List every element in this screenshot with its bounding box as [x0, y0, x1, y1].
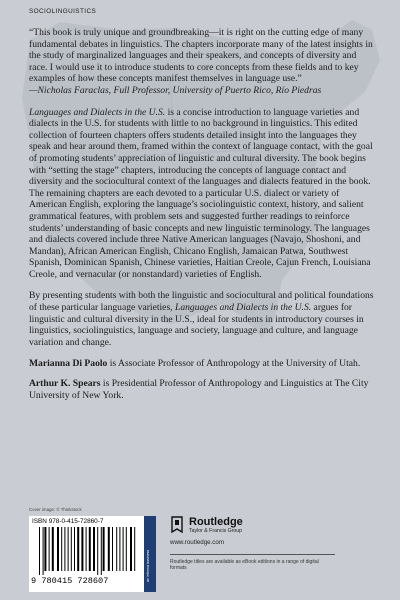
description-text: By presenting students with both the linguistic and sociocultural and political foundations of these particular language varieties, — [29, 290, 374, 314]
publisher-info — [170, 516, 350, 571]
isbn-label: ISBN 978-0-415-72860-7 — [32, 518, 104, 525]
description-paragraph-2 — [29, 290, 375, 348]
barcode — [29, 516, 144, 592]
description-text: is a concise introduction to language varieties and dialects in the U.S. for students with little to no background in linguistics. This edited collection of fourteen chapters offers students detailed insight into the languages they speak and hear around them, framed within the context of language contact, with the goal of promoting students’ appreciation of linguistic and cultural diversity. The book begins with “setting the stage” chapters, introducing the concepts of language contact and diversity and the sociocultural context of the languages and dialects featured in the book. The remaining chapters are each devoted to a particular U.S. dialect or variety of American English, exploring the language’s sociolinguistic context, history, and salient grammatical features, with problem sets and suggested further readings to reinforce students’ understanding of basic concepts and new linguistic terminology. The languages and dialects covered include three Native American languages (Navajo, Shoshoni, and Mandan), African American English, Chicano English, Jamaican Patwa, Southwest Spanish, Dominican Spanish, Chinese varieties, Haitian Creole, Cajun French, Louisiana Creole, and vernacular (or nonstandard) varieties of English. — [29, 106, 373, 280]
author-bio — [29, 358, 375, 370]
author-name: Arthur K. Spears — [29, 378, 101, 390]
ebook-note: Routledge titles are available as eBook editions in a range of digital formats — [170, 559, 319, 571]
author-bio-text: is Associate Professor of Anthropology at the University of Utah. — [107, 358, 361, 370]
description-paragraph-1 — [29, 107, 375, 281]
book-title: Languages and Dialects in the U.S. — [174, 302, 312, 314]
publisher-group: Taylor & Francis Group — [189, 528, 243, 534]
endorsement-quote: “This book is truly unique and groundbreaking—it is right on the cutting edge of many fundamental debates in linguistics. The chapters incorporate many of the latest insights in the study of marginalized languages and their speakers, and concepts of diversity and race. I would use it to introduce students to core concepts from these fields and to key examples of how these concepts manifest themselves in language use.” — [29, 27, 373, 85]
routledge-logo-icon — [170, 516, 184, 534]
endorsement-attribution: —Nicholas Faraclas, Full Professor, University of Puerto Rico, Río Piedras — [29, 84, 322, 96]
author-bio — [29, 378, 375, 401]
category-label: SOCIOLINGUISTICS — [29, 8, 97, 15]
barcode-icon — [39, 527, 137, 575]
divider — [170, 554, 335, 555]
isbn-digits: 9 780415 728607 — [31, 576, 109, 586]
author-name: Marianna Di Paolo — [29, 358, 108, 370]
cover-image-credit: Cover image: © Thinkstock — [29, 507, 82, 512]
description-text: argues for linguistic and cultural diversity in the U.S., ideal for students in introductory courses in linguistics, sociolinguistics, language and society, language and culture, and language variation and change. — [29, 302, 364, 348]
author-bio-text: is Presidential Professor of Anthropology and Linguistics at The City University of New York. — [29, 378, 369, 401]
publisher-url: www.routledge.com — [170, 539, 224, 546]
book-title: Languages and Dialects in the U.S. — [29, 106, 166, 118]
back-cover-footer — [29, 507, 375, 592]
publisher-name: Routledge — [189, 516, 243, 528]
back-cover-text — [29, 8, 375, 409]
publisher-strip-text: an informa business — [146, 549, 150, 582]
publisher-strip — [144, 516, 156, 592]
